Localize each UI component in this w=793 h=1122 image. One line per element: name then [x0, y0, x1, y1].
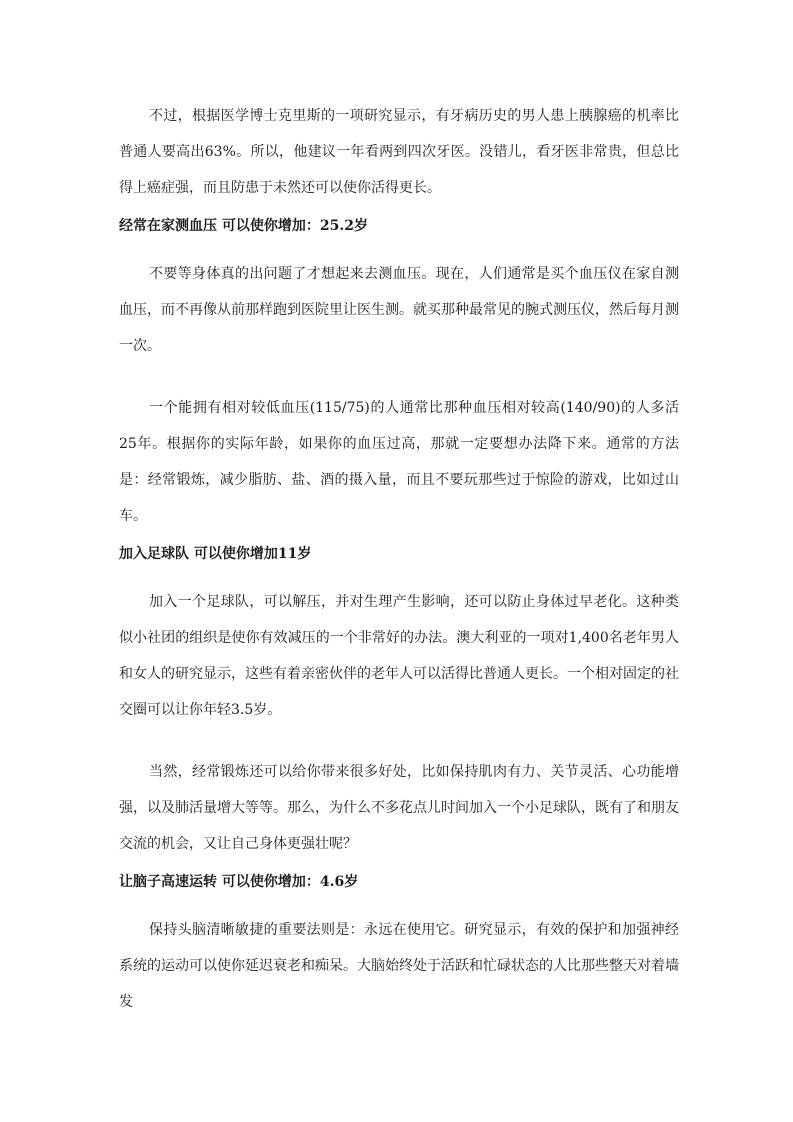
- document-page: [119, 98, 679, 1020]
- paragraph-blood-pressure-2: 一个能拥有相对较低血压(115/75)的人通常比那种血压相对较高(140/90)的人多活25年。根据你的实际年龄，如果你的血压过高，那就一定要想办法降下来。通常的方法是：经常锻炼，减少脂肪、盐、酒的摄入量，而且不要玩那些过于惊险的游戏，比如过山车。: [119, 400, 679, 524]
- section-heading-football: 加入足球队 可以使你增加11岁: [119, 546, 312, 562]
- intro-paragraph: 不过，根据医学博士克里斯的一项研究显示，有牙病历史的男人患上胰腺癌的机率比普通人要高出63%。所以，他建议一年看两到四次牙医。没错儿，看牙医非常贵，但总比得上癌症强，而且防患于未然还可以使你活得更长。: [119, 108, 679, 196]
- section-heading-brain: 让脑子高速运转 可以使你增加：4.6岁: [119, 874, 359, 890]
- paragraph-football-1: 加入一个足球队，可以解压，并对生理产生影响，还可以防止身体过早老化。这种类似小社团的组织是使你有效减压的一个非常好的办法。澳大利亚的一项对1,400名老年男人和女人的研究显示，这些有着亲密伙伴的老年人可以活得比普通人更长。一个相对固定的社交圈可以让你年轻3.5岁。: [119, 594, 679, 718]
- section-heading-blood-pressure: 经常在家测血压 可以使你增加：25.2岁: [119, 218, 368, 234]
- paragraph-brain-1: 保持头脑清晰敏捷的重要法则是：永远在使用它。研究显示，有效的保护和加强神经系统的运动可以使你延迟衰老和痴呆。大脑始终处于活跃和忙碌状态的人比那些整天对着墙发: [119, 922, 679, 1010]
- paragraph-blood-pressure-1: 不要等身体真的出问题了才想起来去测血压。现在，人们通常是买个血压仪在家自测血压，而不再像从前那样跑到医院里让医生测。就买那种最常见的腕式测压仪，然后每月测一次。: [119, 266, 679, 354]
- paragraph-football-2: 当然，经常锻炼还可以给你带来很多好处，比如保持肌肉有力、关节灵活、心功能增强，以及肺活量增大等等。那么，为什么不多花点儿时间加入一个小足球队，既有了和朋友交流的机会，又让自己身体更强壮呢？: [119, 764, 679, 852]
